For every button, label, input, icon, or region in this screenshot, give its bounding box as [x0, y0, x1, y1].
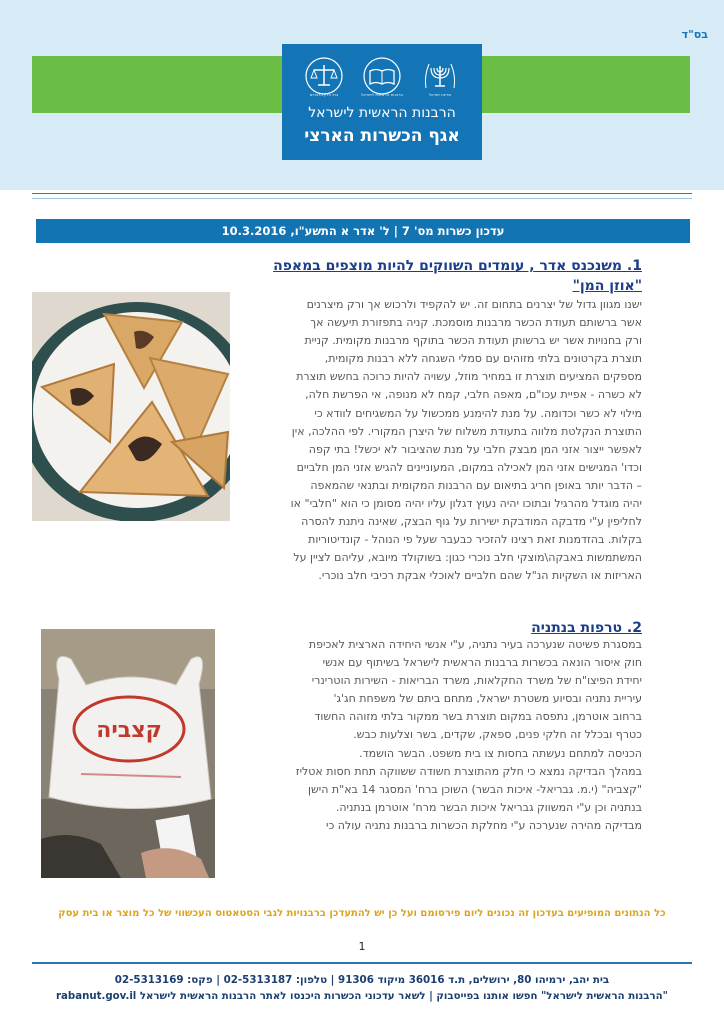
section2-body	[222, 636, 642, 835]
section2-title: 2. טרפות בנתניה	[531, 620, 642, 636]
body-line: בקלות. בהזדמנות זאת רצינו להזכיר כבעבר שעל פי הנוהל - קונדיטוריות	[308, 533, 642, 547]
body-line: במסגרת פשיטה שנערכה בעיר נתניה, ע"י אנשי היחידה הארצית לאכיפת	[308, 638, 642, 651]
body-line: יחידת הפיצו"ח של משרד החקלאות, משרד הבריאות - השירות הוטרינרי	[311, 674, 642, 688]
body-line: מבדיקה מהירה שנערכה ע"י מחלקת הכשרות ברבנות נתניה עולה כי	[326, 818, 642, 832]
body-line: לאפשר ייצור אזני המן מבצק חלבי על מנת שהציבור לא יכשל! בתי קפה	[308, 442, 642, 456]
bag-label: קצביה	[96, 718, 162, 743]
section1-title-line2: "אוזן המן"	[572, 278, 642, 294]
body-line: תוצרת בקרטונים בלתי מזוהים עם סמלי השגחה ללא רבנות מקומית,	[324, 352, 642, 366]
body-line: עיריית נתניה ובסיוע משטרת ישראל, מתחם ביתם של משפחת חג'ג'	[333, 692, 642, 706]
body-line: לא כשרה - אפיית עכו"ם, מאפה חלבי, קמח לא מנופה, אי הפרשת חלה,	[305, 388, 642, 402]
page-number: 1	[358, 940, 366, 953]
body-line: הכניסה למתחם נעשתה בחסות צו בית משפט. הבשר הושמד.	[359, 746, 642, 760]
meat-bag-photo	[41, 629, 215, 878]
body-line: מספקים המציעים תוצרת זו במחיר מוזל, עשויה להיות כרוכה בחשש תוצרת	[296, 370, 642, 384]
body-line: ורק בחנויות אשר יש ברשותן תעודת הכשר בתוקף מרבנות מקומית. קניית	[304, 334, 642, 348]
header-divider-thin	[32, 198, 692, 199]
emblem-right-caption: מדינת ישראל	[428, 92, 452, 97]
body-line: כטרף ובכלל זה חלקי פנים, ספאק, שקדים, בשר וצלעות כבש.	[353, 728, 642, 742]
body-line: המשתמשות באבקה\מוצקי חלב נוכרי כגון: בשוקולד מיובא, עליהם לציין על	[293, 551, 642, 565]
scales-emblem-icon	[304, 56, 344, 96]
body-line: התוצרת הנקלטת מלווה בתעודת משלוח של היצרן המקורי. לפי ההלכה, אין	[291, 424, 642, 438]
body-line: חוק איסור הונאה בכשרות ברבנות הראשית לישראל בשיתוף עם אנשי	[322, 656, 642, 670]
logo-box	[282, 44, 482, 160]
body-line: מילוי לא כשר וכדומה. על מנת להימנע ממכשול על המשגיחים לוודא כי	[314, 406, 642, 420]
dept-name: אגף הכשרות הארצי	[304, 126, 460, 146]
emblem-middle-caption: הרבנות הראשית לישראל	[360, 92, 404, 97]
body-line: ברחוב אוטרמן, נתפסה במקום תוצרת בשר ממקור בלתי מזוהה החשוד	[314, 710, 642, 724]
body-line: אשר ברשותם תעודת הכשר מרבנות מוסמכת. קניה בתפזורת תיעשה אך	[310, 316, 642, 330]
body-line: לחליפין ע"י מדבקה המודבקת ישירות על גוף הבצק, שאינה ניתנת להסרה	[301, 515, 642, 529]
disclaimer: כל הנתונים המופיעים בעדכון זה נכונים ליום פירסומם ועל כן יש להתעדכן ברבנויות לגבי הסטאטוס העכשווי של כל מוצר או בית עסק	[58, 908, 666, 919]
body-line: בנתניה וכן ע"י המשווק גבריאל איכות הבשר מרח' אוטרמן בנתניה.	[335, 800, 642, 814]
section1-body	[242, 296, 642, 586]
menorah-emblem-icon	[420, 56, 460, 96]
update-title-bar: עדכון כשרות מס' 7 | ל' אדר א התשע"ו, 10.3.2016	[36, 219, 690, 243]
body-line: במהלך הבדיקה נמצא כי חלק מהתוצרת חשודה ששווקה תחת חסות אטליז	[295, 764, 642, 778]
org-name: הרבנות הראשית לישראל	[308, 105, 456, 121]
page-header	[0, 0, 724, 190]
body-line: "קצביה" (י.מ. גבריאל- איכות הבשר) השוכן ברח' המסגר 14 בא"ת הישן	[307, 782, 642, 796]
emblem-left-caption: בתי הדין הרבניים	[309, 92, 339, 97]
hamantaschen-photo	[32, 292, 230, 521]
footer-contact: בית יהב, ירמיהו 80, ירושלים, ת.ד 36016 מיקוד 91306 | טלפון: 02-5313187 | פקס: 02-5313169	[114, 974, 610, 986]
body-line: – הדבר יותר באופן חריג בתיאום עם הרבנות המקומית ובתנאי שהמאפה	[310, 478, 642, 492]
header-divider	[32, 193, 692, 194]
section1-title-line1: 1. משנכנס אדר , עומדים השווקים להיות מוצפים במאפה	[273, 258, 642, 274]
footer-divider	[32, 962, 692, 964]
besd-mark: בס"ד	[681, 28, 708, 41]
body-line: האריזות או השקיות הנ"ל שהם חלביים לאוכלי אבקת רכיבי חלב נוכרי.	[318, 569, 642, 583]
footer-links: "הרבנות הראשית לישראל" חפשו אותנו בפייסבוק | לשאר עדכוני הכשרות היכנסו לאתר הרבנות הראשית לישראל rabanut.gov.il	[56, 991, 668, 1002]
body-line: יהיה מוגדל מהרגיל ובתוכו יהיה נעוץ דגלון עליו יהיה מסומן כי הוא "חלבי" או	[290, 497, 642, 511]
body-line: ישנו מגוון גדול של יצרנים בתחום זה. יש להקפיד ולרכוש אך ורק מיצרנים	[306, 298, 642, 311]
book-emblem-icon	[362, 56, 402, 96]
body-line: וכדו' המגישים אזני המן לאכילה במקום, המעוניינים להגיש אזני המן חלביים	[296, 460, 642, 474]
